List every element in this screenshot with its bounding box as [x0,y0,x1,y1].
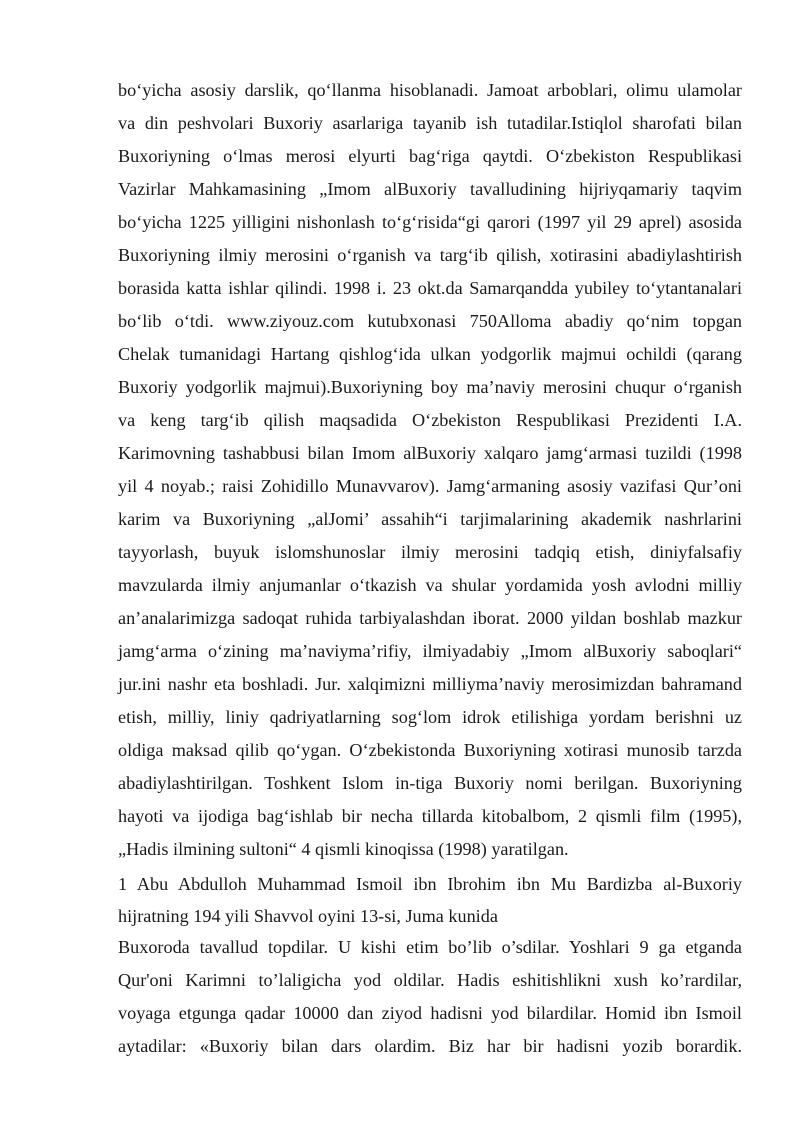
section-line: Buxoroda tavallud topdilar. U kishi etim bo’lib o’sdilar. Yoshlari 9 ga etganda [118,937,742,957]
paragraph-line: Buxoriy yodgorlik majmui).Buxoriyning boy ma’naviy merosini chuqur o‘rganish [118,377,742,397]
paragraph-line: karim va Buxoriyning „alJomi’ assahih“i tarjimalarining akademik nashrlarini [118,509,742,529]
paragraph-line: Chelak tumanidagi Hartang qishlog‘ida ulkan yodgorlik majmui ochildi (qarang [118,344,742,364]
paragraph-line: an’analarimizga sadoqat ruhida tarbiyalashdan iborat. 2000 yildan boshlab mazkur [118,608,742,628]
paragraph-line: abadiylashtirilgan. Toshkent Islom in-tiga Buxoriy nomi berilgan. Buxoriyning [118,773,742,793]
paragraph-line: borasida katta ishlar qilindi. 1998 i. 23 okt.da Samarqandda yubiley to‘ytantanalari [118,278,742,298]
paragraph-line: oldiga maksad qilib qo‘ygan. O‘zbekistonda Buxoriyning xotirasi munosib tarzda [118,740,742,760]
paragraph-line: Vazirlar Mahkamasining „Imom alBuxoriy tavalludining hijriyqamariy taqvim [118,179,742,199]
paragraph-line: etish, milliy, liniy qadriyatlarning sog‘lom idrok etilishiga yordam berishni uz [118,707,742,727]
paragraph-line: Buxoriyning ilmiy merosini o‘rganish va targ‘ib qilish, xotirasini abadiylashtirish [118,245,742,265]
paragraph-line: hayoti va ijodiga bag‘ishlab bir necha tillarda kitobalbom, 2 qismli film (1995), [118,806,742,826]
paragraph-line: bo‘yicha 1225 yilligini nishonlash to‘g‘risida“gi qarori (1997 yil 29 aprel) asosida [118,212,742,232]
section-line: hijratning 194 yili Shavvol oyini 13-si, Juma kunida [118,906,498,926]
paragraph-line: „Hadis ilmining sultoni“ 4 qismli kinoqissa (1998) yaratilgan. [118,839,569,859]
paragraph-line: Buxoriyning o‘lmas merosi elyurti bag‘riga qaytdi. O‘zbekiston Respublikasi [118,146,742,166]
section-line: voyaga etgunga qadar 10000 dan ziyod hadisni yod bilardilar. Homid ibn Ismoil [118,1003,742,1023]
paragraph-line: Karimovning tashabbusi bilan Imom alBuxoriy xalqaro jamg‘armasi tuzildi (1998 [118,443,742,463]
section-line: 1 Abu Abdulloh Muhammad Ismoil ibn Ibrohim ibn Mu Bardizba al-Buxoriy [118,874,742,894]
paragraph-line: va keng targ‘ib qilish maqsadida O‘zbekiston Respublikasi Prezidenti I.A. [118,410,742,430]
section-line: aytadilar: «Buxoriy bilan dars olardim. Biz har bir hadisni yozib borardik. [118,1036,742,1056]
paragraph-line: tayyorlash, buyuk islomshunoslar ilmiy merosini tadqiq etish, diniyfalsafiy [118,542,742,562]
paragraph-line: jur.ini nashr eta boshladi. Jur. xalqimizni milliyma’naviy merosimizdan bahramand [118,674,742,694]
paragraph-line: jamg‘arma o‘zining ma’naviyma’rifiy, ilmiyadabiy „Imom alBuxoriy saboqlari“ [118,641,742,661]
section-line: Qur'oni Karimni to’laligicha yod oldilar. Hadis eshitishlikni xush ko’rardilar, [118,970,742,990]
paragraph-line: mavzularda ilmiy anjumanlar o‘tkazish va shular yordamida yosh avlodni milliy [118,575,742,595]
paragraph-line: va din peshvolari Buxoriy asarlariga tayanib ish tutadilar.Istiqlol sharofati bilan [118,113,742,133]
paragraph-line: bo‘yicha asosiy darslik, qo‘llanma hisoblanadi. Jamoat arboblari, olimu ulamolar [118,80,742,100]
paragraph-line: yil 4 noyab.; raisi Zohidillo Munavvarov). Jamg‘armaning asosiy vazifasi Qur’oni [118,476,742,496]
paragraph-line: bo‘lib o‘tdi. www.ziyouz.com kutubxonasi 750Alloma abadiy qo‘nim topgan [118,311,742,331]
